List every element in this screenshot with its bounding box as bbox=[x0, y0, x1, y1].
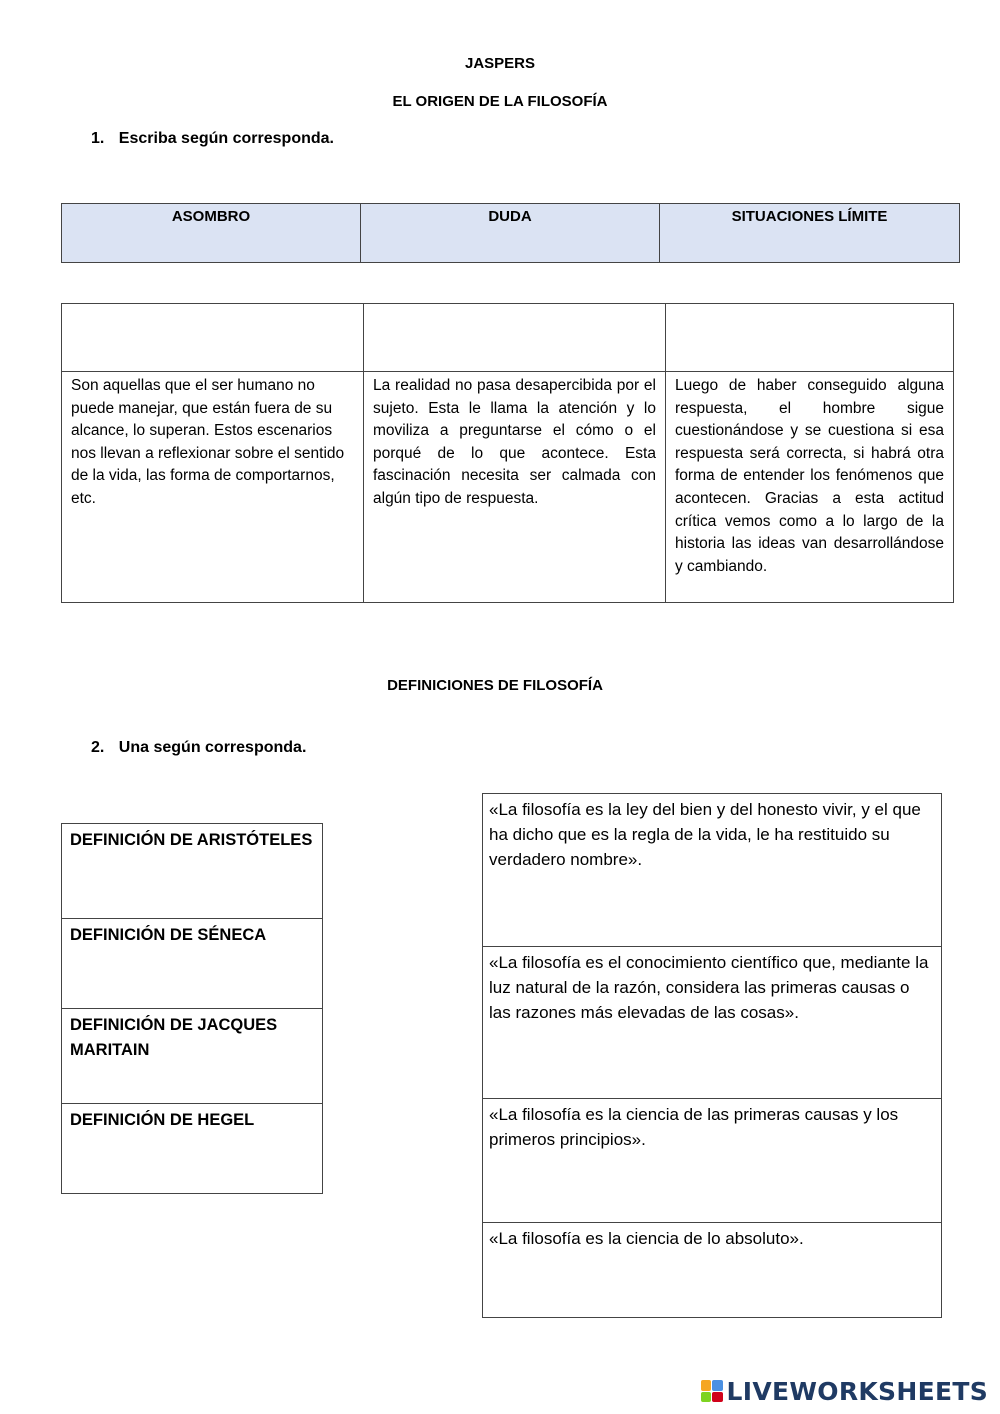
answer-cell-2[interactable] bbox=[364, 304, 666, 372]
description-text-3: Luego de haber conseguido alguna respuesta, el hombre sigue cuestionándose y se cuestiona si esa respuesta será correcta, si habrá otra forma de entender los fenómenos que acontecen. Gracias a esta actitud crítica vemos como a lo largo de la historia las ideas van desarrollándose y cambiando. bbox=[675, 377, 944, 575]
description-cell-2 bbox=[364, 372, 666, 603]
section-2-title: DEFINICIONES DE FILOSOFÍA bbox=[387, 677, 603, 694]
description-text-1: Son aquellas que el ser humano no puede manejar, que están fuera de su alcance, lo superan. Estos escenarios nos llevan a reflexionar sobre el sentido de la vida, las forma de comportarnos, etc. bbox=[71, 377, 345, 507]
liveworksheets-brand: LIVEWORKSHEETS bbox=[726, 1376, 988, 1406]
definition-aristoteles[interactable]: DEFINICIÓN DE ARISTÓTELES bbox=[61, 823, 323, 919]
header-duda: DUDA bbox=[361, 204, 660, 263]
definition-jacques-maritain[interactable]: DEFINICIÓN DE JACQUES MARITAIN bbox=[61, 1008, 323, 1104]
quote-box-3[interactable]: «La filosofía es la ciencia de las primeras causas y los primeros principios». bbox=[482, 1098, 942, 1223]
liveworksheets-logo[interactable] bbox=[701, 1376, 988, 1406]
description-cell-1 bbox=[62, 372, 364, 603]
question-1-number: 1. bbox=[91, 130, 105, 147]
quote-box-1[interactable]: «La filosofía es la ley del bien y del honesto vivir, y el que ha dicho que es la regla de la vida, le ha restituido su verdadero nombre». bbox=[482, 793, 942, 947]
header-situaciones-limite: SITUACIONES LÍMITE bbox=[660, 204, 960, 263]
header-asombro: ASOMBRO bbox=[62, 204, 361, 263]
document-subtitle: EL ORIGEN DE LA FILOSOFÍA bbox=[392, 93, 608, 110]
descriptions-table bbox=[61, 303, 954, 603]
question-1-text: Escriba según corresponda. bbox=[118, 130, 334, 147]
answer-cell-3[interactable] bbox=[666, 304, 954, 372]
question-1 bbox=[91, 130, 334, 148]
question-2-number: 2. bbox=[91, 739, 105, 756]
concepts-header-table bbox=[61, 203, 960, 263]
definition-seneca[interactable]: DEFINICIÓN DE SÉNECA bbox=[61, 918, 323, 1009]
definition-hegel[interactable]: DEFINICIÓN DE HEGEL bbox=[61, 1103, 323, 1194]
quote-box-2[interactable]: «La filosofía es el conocimiento científico que, mediante la luz natural de la razón, considera las primeras causas o las razones más elevadas de las cosas». bbox=[482, 946, 942, 1099]
quote-box-4[interactable]: «La filosofía es la ciencia de lo absoluto». bbox=[482, 1222, 942, 1318]
document-title: JASPERS bbox=[464, 55, 536, 72]
description-text-2: La realidad no pasa desapercibida por el sujeto. Esta le llama la atención y lo moviliza a preguntarse el cómo o el porqué de lo que acontece. Esta fascinación necesita ser calmada con algún tipo de respuesta. bbox=[373, 377, 656, 507]
question-2 bbox=[91, 739, 306, 757]
liveworksheets-logo-icon bbox=[701, 1380, 723, 1402]
question-2-text: Una según corresponda. bbox=[118, 739, 307, 756]
answer-cell-1[interactable] bbox=[62, 304, 364, 372]
description-cell-3 bbox=[666, 372, 954, 603]
